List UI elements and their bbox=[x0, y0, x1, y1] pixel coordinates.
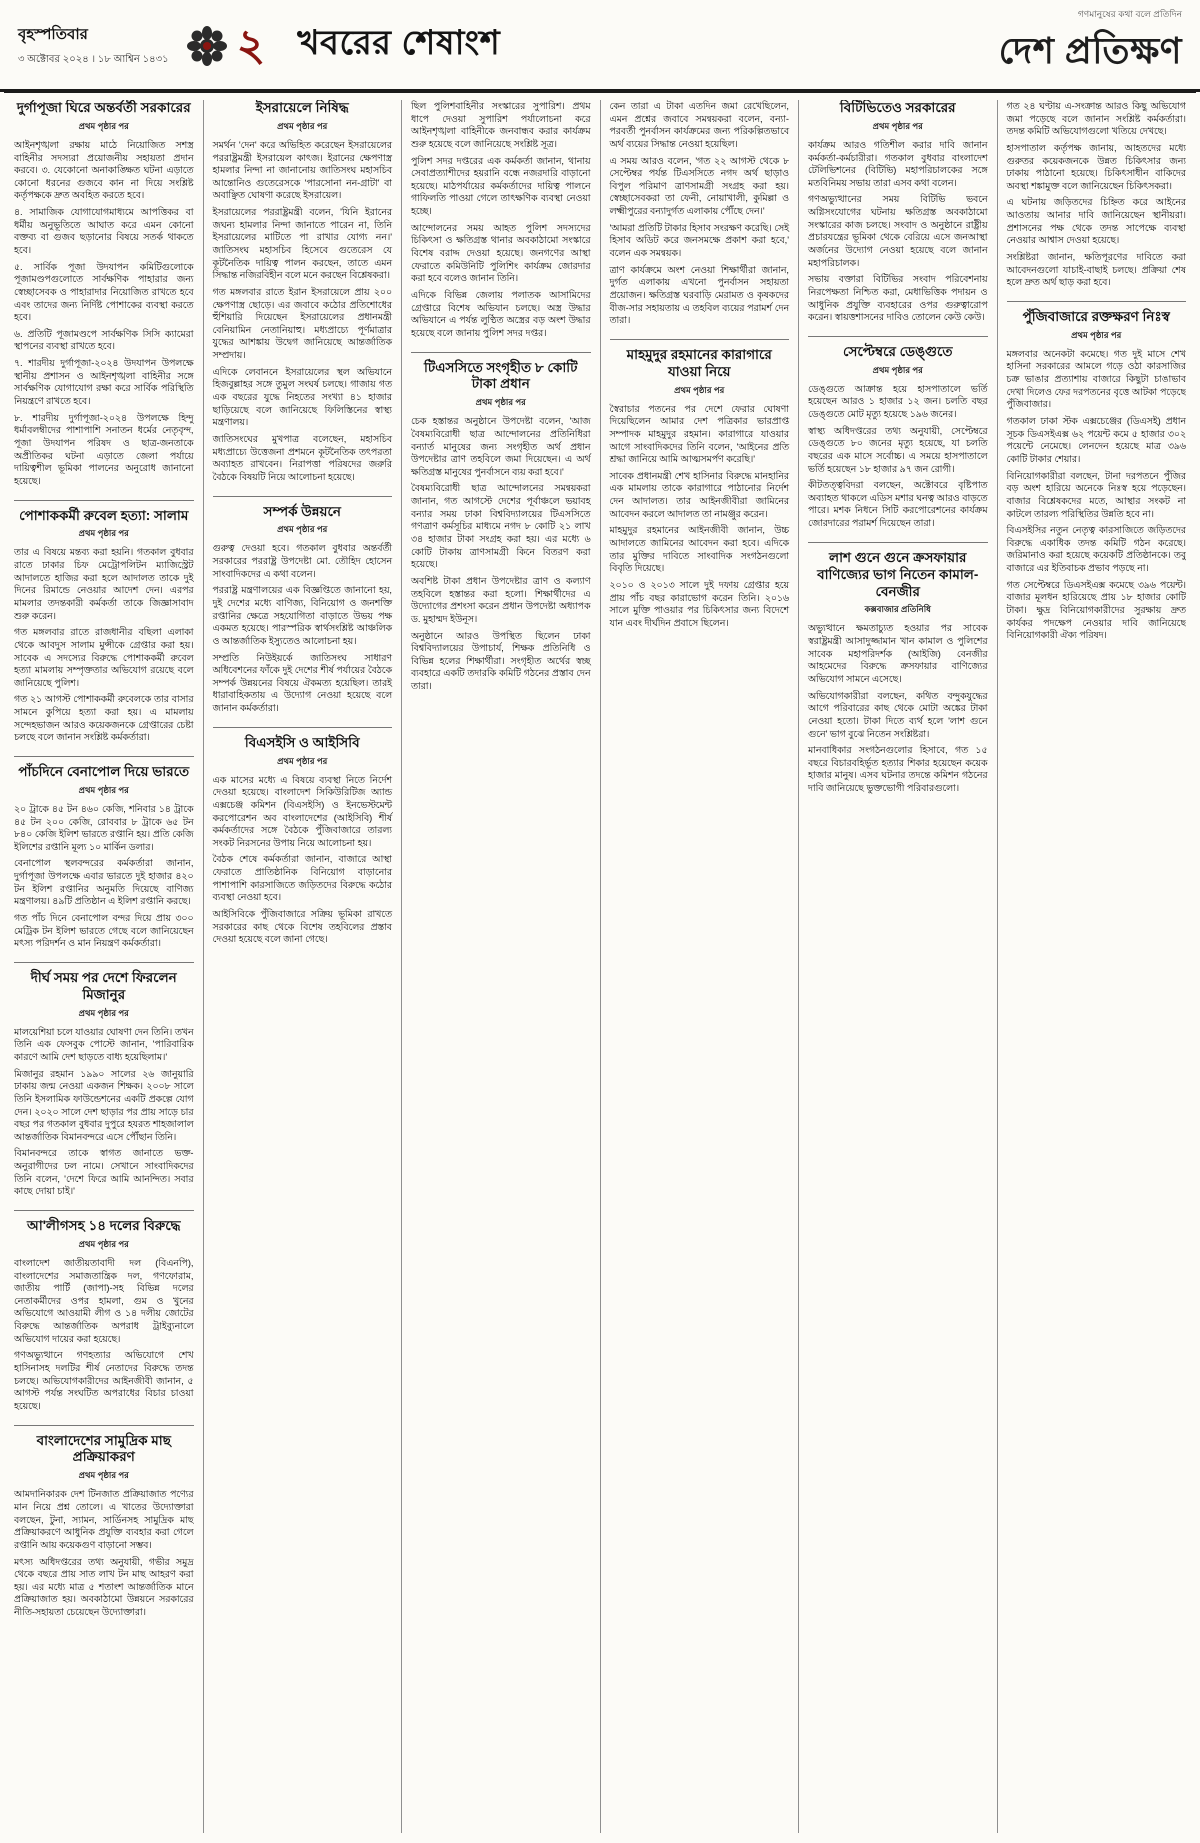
article-paragraph: ত্রাণ কার্যক্রমে অংশ নেওয়া শিক্ষার্থীরা জানান, দুর্গত এলাকায় এখনো পুনর্বাসন সহায়তা প্রয়োজন। ক্ষতিগ্রস্ত ঘরবাড়ি মেরামত ও কৃষকদের বীজ-সার সহায়তায় এ তহবিল ব্যয়ের পরামর্শ দেন তারা। bbox=[609, 264, 789, 326]
article-paragraph: এদিকে লেবাননে ইসরায়েলের স্থল অভিযানে হিজবুল্লাহর সঙ্গে তুমুল সংঘর্ষ চলছে। গাজায় গত এক বছরের যুদ্ধে নিহতের সংখ্যা ৪১ হাজার ছাড়িয়েছে বলে জানিয়েছে ফিলিস্তিনের স্বাস্থ্য মন্ত্রণালয়। bbox=[212, 366, 392, 428]
article-paragraph: ৪. সামাজিক যোগাযোগমাধ্যমে আপত্তিকর বা ধর্মীয় অনুভূতিতে আঘাত করে এমন কোনো বক্তব্য বা গুজব ছড়ানোর বিষয়ে সতর্ক থাকতে হবে। bbox=[14, 207, 194, 255]
article-paragraph: মালয়েশিয়া চলে যাওয়ার ঘোষণা দেন তিনি। তখন তিনি এক ফেসবুক পোস্টে জানান, 'পারিবারিক কারণে আমি দেশ ছাড়তে বাধ্য হয়েছিলাম।' bbox=[14, 1026, 194, 1062]
continued-from-label: প্রথম পৃষ্ঠার পর bbox=[277, 120, 328, 131]
date-line: ৩ অক্টোবর ২০২৪ । ১৮ আশ্বিন ১৪৩১ bbox=[18, 53, 169, 65]
article-headline: টিএসসিতে সংগৃহীত ৮ কোটি টাকা প্রধান bbox=[424, 359, 578, 392]
article bbox=[213, 727, 393, 946]
continued-from-label: প্রথম পৃষ্ঠার পর bbox=[78, 528, 129, 539]
article-paragraph: আইনশৃঙ্খলা রক্ষায় মাঠে নিয়োজিত সশস্ত্র বাহিনীর সদস্যরা প্রয়োজনীয় সহায়তা প্রদান করবে। ৩. যেকোনো অনাকাঙ্ক্ষিত ঘটনা এড়াতে কোনো ধরনের গুজবে কান না দিয়ে সংশ্লিষ্ট কর্তৃপক্ষকে দ্রুত অবহিত করতে হবে। bbox=[14, 139, 194, 201]
continued-from-label: প্রথম পৃষ্ঠার পর bbox=[872, 364, 923, 375]
article-paragraph: বৈষম্যবিরোধী ছাত্র আন্দোলনের সমন্বয়করা জানান, গত আগস্টে দেশের পূর্বাঞ্চলে ভয়াবহ বন্যার সময় ঢাকা বিশ্ববিদ্যালয়ের টিএসসিতে গণত্রাণ কর্মসূচির মাধ্যমে নগদ ৮ কোটি ২১ লাখ ৩৪ হাজার টাকা সংগ্রহ করা হয়। এর মধ্যে ৬ কোটি টাকায় ত্রাণসামগ্রী কিনে বিতরণ করা হয়েছে। bbox=[411, 483, 591, 570]
article bbox=[14, 100, 194, 488]
article-headline: মাহমুদুর রহমানের কারাগারে যাওয়া নিয়ে bbox=[626, 346, 772, 379]
article-paragraph: গত মঙ্গলবার রাতে ইরান ইসরায়েলে প্রায় ২০০ ক্ষেপণাস্ত্র ছোড়ে। এর জবাবে কঠোর প্রতিশোধের হুঁশিয়ারি দিয়েছেন ইসরায়েলের প্রধানমন্ত্রী বেনিয়ামিন নেতানিয়াহু। মধ্যপ্রাচ্যে পূর্ণমাত্রার যুদ্ধের আশঙ্কায় উদ্বেগ জানিয়েছে আন্তর্জাতিক সম্প্রদায়। bbox=[212, 286, 392, 361]
article-paragraph: ২০ ট্রাকে ৪৫ টন ৪৬০ কেজি, শনিবার ১৪ ট্রাকে ৪৫ টন ২০০ কেজি, রোববার ৮ ট্রাকে ৬৫ টন ৮৪০ কেজি ইলিশ ভারতে রপ্তানি হয়। প্রতি কেজি ইলিশের রপ্তানি মূল্য ১০ মার্কিন ডলার। bbox=[14, 803, 194, 852]
article-paragraph: মৎস্য অধিদপ্তরের তথ্য অনুযায়ী, গভীর সমুদ্র থেকে বছরে প্রায় সাত লাখ টন মাছ আহরণ করা হয়। এর মধ্যে মাত্র ৫ শতাংশ আন্তর্জাতিক মানে প্রক্রিয়াজাত হয়। অবকাঠামো উন্নয়নে সরকারের নীতি-সহায়তা চেয়েছেন উদ্যোক্তারা। bbox=[14, 1556, 194, 1618]
article-paragraph: ৭. শারদীয় দুর্গাপূজা-২০২৪ উদযাপন উপলক্ষে স্থানীয় প্রশাসন ও আইনশৃঙ্খলা বাহিনীর সঙ্গে সার্বক্ষণিক যোগাযোগ রক্ষা করে সার্বিক পরিস্থিতি নিয়ন্ত্রণে রাখতে হবে। bbox=[14, 358, 194, 407]
article-paragraph: বাংলাদেশ জাতীয়তাবাদী দল (বিএনপি), বাংলাদেশের সমাজতান্ত্রিক দল, গণফোরাম, জাতীয় পার্টি (জাপা)-সহ বিভিন্ন দলের নেতাকর্মীদের ওপর হামলা, গুম ও খুনের অভিযোগে আওয়ামী লীগ ও ১৪ দলীয় জোটের বিরুদ্ধে আন্তর্জাতিক অপরাধ ট্রাইব্যুনালে অভিযোগ দায়ের করা হয়েছে। bbox=[14, 1257, 194, 1344]
day-date-block bbox=[18, 23, 169, 69]
article bbox=[14, 756, 194, 950]
article-paragraph: এ ঘটনায় জড়িতদের চিহ্নিত করে আইনের আওতায় আনার দাবি জানিয়েছেন স্থানীয়রা। প্রশাসনের পক্ষ থেকে তদন্ত সাপেক্ষে ব্যবস্থা নেওয়ার আশ্বাস দেওয়া হয়েছে। bbox=[1006, 197, 1186, 246]
article-paragraph: ৫. সার্বিক পূজা উদযাপন কমিটিগুলোকে পূজামণ্ডপগুলোতে সার্বক্ষণিক পাহারার জন্য স্বেচ্ছাসেবক ও পাহারাদার নিয়োজিত রাখতে হবে এবং তাদের জন্য নির্দিষ্ট পোশাকের ব্যবস্থা করতে হবে। bbox=[14, 261, 194, 323]
continued-from-label: প্রথম পৃষ্ঠার পর bbox=[475, 397, 526, 408]
article-paragraph: বিনিয়োগকারীরা বলছেন, টানা দরপতনে পুঁজির বড় অংশ হারিয়ে অনেকে নিঃস্ব হয়ে পড়েছেন। বাজার বিশ্লেষকদের মতে, আস্থার সংকট না কাটলে তারল্য পরিস্থিতির উন্নতি হবে না। bbox=[1006, 470, 1186, 519]
article-paragraph: মানবাধিকার সংগঠনগুলোর হিসাবে, গত ১৫ বছরে বিচারবহির্ভূত হত্যার শিকার হয়েছেন কয়েক হাজার মানুষ। এসব ঘটনার তদন্তে কমিশন গঠনের দাবি জানিয়েছে ভুক্তভোগী পরিবারগুলো। bbox=[808, 745, 988, 794]
article-paragraph: সাবেক প্রধানমন্ত্রী শেখ হাসিনার বিরুদ্ধে মানহানির এক মামলায় তাকে কারাগারে পাঠানোর নির্দেশ দেন আদালত। তার আইনজীবীরা জামিনের আবেদন করলে আদালত তা নামঞ্জুর করেন। bbox=[609, 470, 789, 519]
article-headline: ইসরায়েলে নিষিদ্ধ bbox=[255, 100, 349, 115]
page-number-block bbox=[187, 20, 270, 70]
article bbox=[213, 496, 393, 715]
article-paragraph: সম্প্রতি নিউইয়র্কে জাতিসংঘ সাধারণ অধিবেশনের ফাঁকে দুই দেশের শীর্ষ পর্যায়ের বৈঠকে সম্পর্ক উন্নয়নের বিষয়ে ঐকমত্য হয়েছিল। তারই ধারাবাহিকতায় এ উদ্যোগ নেওয়া হয়েছে বলে জানান কর্মকর্তারা। bbox=[212, 652, 392, 714]
article-paragraph: কার্যক্রম আরও গতিশীল করার দাবি জানান কর্মকর্তা-কর্মচারীরা। গতকাল বুধবার বাংলাদেশ টেলিভিশনের (বিটিভি) মহাপরিচালকের সঙ্গে মতবিনিময় সভায় তারা এসব কথা বলেন। bbox=[808, 139, 988, 188]
article-paragraph: আমদানিকারক দেশ টিনজাত প্রক্রিয়াজাত পণ্যের মান নিয়ে প্রশ্ন তোলে। এ খাতের উদ্যোক্তারা বলছেন, টুনা, স্যামন, সার্ডিনসহ সামুদ্রিক মাছ প্রক্রিয়াকরণে আধুনিক প্রযুক্তি ব্যবহার করা গেলে রপ্তানি আয় কয়েকগুণ বাড়ানো সম্ভব। bbox=[14, 1489, 194, 1550]
article-paragraph: গতকাল ঢাকা স্টক এক্সচেঞ্জের (ডিএসই) প্রধান সূচক ডিএসইএক্স ৬২ পয়েন্ট কমে ৫ হাজার ৩০২ পয়েন্টে নেমেছে। লেনদেন হয়েছে মাত্র ৩৯৬ কোটি টাকার শেয়ার। bbox=[1006, 416, 1186, 464]
continued-from-label: প্রথম পৃষ্ঠার পর bbox=[78, 784, 129, 795]
article-headline: দীর্ঘ সময় পর দেশে ফিরলেন মিজানুর bbox=[30, 969, 177, 1002]
article-paragraph: পররাষ্ট্র মন্ত্রণালয়ের এক বিজ্ঞপ্তিতে জানানো হয়, দুই দেশের মধ্যে বাণিজ্য, বিনিয়োগ ও জনশক্তি রপ্তানির ক্ষেত্রে সহযোগিতা বাড়াতে উভয় পক্ষ একমত হয়েছে। পারস্পরিক স্বার্থসংশ্লিষ্ট আঞ্চলিক ও আন্তর্জাতিক ইস্যুতেও আলোচনা হয়। bbox=[212, 585, 392, 646]
article-continuation bbox=[411, 100, 591, 340]
article-paragraph: মাহমুদুর রহমানের আইনজীবী জানান, উচ্চ আদালতে জামিনের আবেদন করা হবে। এদিকে তার মুক্তির দাবিতে সাংবাদিক সংগঠনগুলো বিবৃতি দিয়েছে। bbox=[609, 525, 789, 574]
article-headline: বিএসইসি ও আইসিবি bbox=[244, 734, 360, 750]
page-header bbox=[0, 0, 1200, 92]
article-headline: বিটিভিতেও সরকারের bbox=[839, 100, 956, 115]
article-paragraph: চেক হস্তান্তর অনুষ্ঠানে উপদেষ্টা বলেন, 'আজ বৈষম্যবিরোধী ছাত্র আন্দোলনের প্রতিনিধিরা বন্যার্ত মানুষের জন্য সংগৃহীত অর্থ প্রধান উপদেষ্টার ত্রাণ তহবিলে জমা দিয়েছেন। এ অর্থ ক্ষতিগ্রস্ত মানুষের পুনর্বাসনে ব্যয় করা হবে।' bbox=[411, 416, 591, 477]
article bbox=[1007, 301, 1187, 642]
section-title: খবরের শেষাংশ bbox=[297, 24, 501, 62]
article-paragraph: হাসপাতাল কর্তৃপক্ষ জানায়, আহতদের মধ্যে গুরুতর কয়েকজনকে উন্নত চিকিৎসার জন্য ঢাকায় পাঠানো হয়েছে। চিকিৎসাধীন বাকিদের অবস্থা শঙ্কামুক্ত বলে জানিয়েছেন চিকিৎসকরা। bbox=[1006, 142, 1186, 191]
continued-from-label: প্রথম পৃষ্ঠার পর bbox=[277, 524, 328, 535]
article-paragraph: গত ২১ আগস্ট পোশাককর্মী রুবেলকে তার বাসার সামনে কুপিয়ে হত্যা করা হয়। এ মামলায় সন্দেহভাজন আরও কয়েকজনকে গ্রেপ্তারের চেষ্টা চলছে বলে জানান সংশ্লিষ্ট কর্মকর্তারা। bbox=[14, 694, 194, 743]
continued-from-label: প্রথম পৃষ্ঠার পর bbox=[872, 120, 923, 131]
article-paragraph: সংশ্লিষ্টরা জানান, ক্ষতিপূরণের দাবিতে করা আবেদনগুলো যাচাই-বাছাই চলছে। প্রক্রিয়া শেষ হলে দ্রুত অর্থ ছাড় করা হবে। bbox=[1006, 252, 1186, 288]
article-paragraph: গণঅভ্যুত্থানের সময় বিটিভি ভবনে অগ্নিসংযোগের ঘটনায় ক্ষতিগ্রস্ত অবকাঠামো সংস্কারের কাজ চলছে। সংবাদ ও অনুষ্ঠানে রাষ্ট্রীয় প্রচারযন্ত্রের ভূমিকা থেকে বেরিয়ে এসে জনআস্থা অর্জনের উদ্যোগ নেওয়া হয়েছে বলে জানান মহাপরিচালক। bbox=[808, 194, 988, 268]
paper-name: দেশ প্রতিক্ষণ bbox=[998, 30, 1182, 71]
article-headline: বাংলাদেশের সামুদ্রিক মাছ প্রক্রিয়াকরণ bbox=[36, 1432, 171, 1465]
article-paragraph: কেন তারা এ টাকা এতদিন জমা রেখেছিলেন, এমন প্রশ্নের জবাবে সমন্বয়করা বলেন, বন্যা-পরবর্তী পুনর্বাসন কার্যক্রমের জন্য পরিকল্পিতভাবে অর্থ ব্যয়ের সিদ্ধান্ত নেওয়া হয়েছিল। bbox=[609, 101, 789, 149]
article bbox=[14, 1210, 194, 1413]
article-paragraph: গত পাঁচ দিনে বেনাপোল বন্দর দিয়ে প্রায় ৩০০ মেট্রিক টন ইলিশ ভারতে গেছে বলে জানিয়েছেন মৎস্য পরিদর্শন ও মান নিয়ন্ত্রণ কর্মকর্তারা। bbox=[14, 913, 194, 949]
article-headline: সম্পর্ক উন্নয়নে bbox=[263, 503, 341, 519]
article bbox=[14, 1425, 194, 1619]
article-paragraph: মঙ্গলবার অনেকটা কমেছে। গত দুই মাসে শেখ হাসিনা সরকারের আমলে গড়ে ওঠা কারসাজির চক্র ভাঙার প্রত্যাশায় বাজারে কিছুটা চাঙাভাব দেখা দিলেও ফের দরপতনের বৃত্তে আটকা পড়েছে পুঁজিবাজার। bbox=[1006, 348, 1186, 410]
article-paragraph: ৬. প্রতিটি পূজামণ্ডপে সার্বক্ষণিক সিসি ক্যামেরা স্থাপনের ব্যবস্থা রাখতে হবে। bbox=[14, 328, 194, 352]
continued-from-label: প্রথম পৃষ্ঠার পর bbox=[78, 120, 129, 131]
article-paragraph: অবশিষ্ট টাকা প্রধান উপদেষ্টার ত্রাণ ও কল্যাণ তহবিলে হস্তান্তর করা হলো। শিক্ষার্থীদের এ উদ্যোগের প্রশংসা করেন প্রধান উপদেষ্টা অধ্যাপক ড. মুহাম্মদ ইউনূস। bbox=[411, 575, 591, 624]
article-paragraph: বেনাপোল স্থলবন্দরের কর্মকর্তারা জানান, দুর্গাপূজা উপলক্ষে এবার ভারতে দুই হাজার ৪২০ টন ইলিশ রপ্তানির অনুমতি দিয়েছে বাণিজ্য মন্ত্রণালয়। ৪৯টি প্রতিষ্ঠান এ ইলিশ রপ্তানি করছে। bbox=[14, 858, 194, 907]
article-paragraph: বিমানবন্দরে তাকে স্বাগত জানাতে ভক্ত-অনুরাগীদের ঢল নামে। সেখানে সাংবাদিকদের তিনি বলেন, 'দেশে ফিরে আমি আনন্দিত। সবার কাছে দোয়া চাই।' bbox=[14, 1148, 194, 1197]
news-column-6 bbox=[997, 100, 1187, 1833]
article-paragraph: জাতিসংঘের মুখপাত্র বলেছেন, মহাসচিব মধ্যপ্রাচ্যে উত্তেজনা প্রশমনে কূটনৈতিক তৎপরতা অব্যাহত রাখবেন। নিরাপত্তা পরিষদের জরুরি বৈঠকে বিষয়টি নিয়ে আলোচনা হয়েছে। bbox=[212, 433, 392, 482]
news-column-2 bbox=[203, 100, 402, 1833]
article-paragraph: বিএসইসির নতুন নেতৃত্ব কারসাজিতে জড়িতদের বিরুদ্ধে একাধিক তদন্ত কমিটি গঠন করেছে। জরিমানাও করা হয়েছে কয়েকটি প্রতিষ্ঠানকে। তবু বাজারে এর ইতিবাচক প্রভাব পড়ছে না। bbox=[1006, 525, 1186, 574]
article bbox=[213, 100, 393, 484]
article-paragraph: অভিযোগকারীরা বলছেন, কথিত বন্দুকযুদ্ধের আগে পরিবারের কাছ থেকে মোটা অঙ্কের টাকা নেওয়া হতো। টাকা দিতে ব্যর্থ হলে 'লাশ গুনে গুনে' ভাগ বুঝে নিতেন সংশ্লিষ্টরা। bbox=[808, 690, 988, 739]
article bbox=[610, 339, 790, 630]
paper-tagline: গণমানুষের কথা বলে প্রতিদিন bbox=[1077, 9, 1182, 19]
article-headline: পুঁজিবাজারে রক্তক্ষরণ নিঃস্ব bbox=[1022, 308, 1170, 324]
article-paragraph: ৮. শারদীয় দুর্গাপূজা-২০২৪ উপলক্ষে হিন্দু ধর্মাবলম্বীদের পাশাপাশি সনাতন ধর্মের নেতৃবৃন্দ, পূজা উদযাপন পরিষদ ও ছাত্র-জনতাকে অপ্রীতিকর ঘটনা এড়াতে জেলা পর্যায়ে দায়িত্বশীল ভূমিকা পালনের অনুরোধ জানানো হয়েছে। bbox=[14, 412, 194, 486]
article-headline: দুর্গাপূজা ঘিরে অন্তর্বর্তী সরকারের bbox=[16, 100, 191, 115]
news-column-5 bbox=[798, 100, 997, 1833]
article-headline: পাঁচদিনে বেনাপোল দিয়ে ভারতে bbox=[18, 764, 190, 780]
article-paragraph: আন্দোলনের সময় আহত পুলিশ সদস্যদের চিকিৎসা ও ক্ষতিগ্রস্ত থানার অবকাঠামো সংস্কারে বিশেষ বরাদ্দ দেওয়া হয়েছে। জনগণের আস্থা ফেরাতে কমিউনিটি পুলিশিং কার্যক্রম জোরদার করা হবে বলেও জানান তিনি। bbox=[411, 222, 591, 284]
article bbox=[411, 352, 591, 693]
article-paragraph: স্বৈরাচার পতনের পর দেশে ফেরার ঘোষণা দিয়েছিলেন আমার দেশ পত্রিকার ভারপ্রাপ্ত সম্পাদক মাহমুদুর রহমান। কারাগারে যাওয়ার আগে সাংবাদিকদের তিনি বলেন, 'আইনের প্রতি শ্রদ্ধা জানিয়ে আমি আত্মসমর্পণ করেছি।' bbox=[609, 403, 789, 465]
article-headline: পোশাককর্মী রুবেল হত্যা: সালাম bbox=[19, 507, 189, 523]
article-byline: কক্সবাজার প্রতিনিধি bbox=[864, 604, 931, 615]
continued-from-label: প্রথম পৃষ্ঠার পর bbox=[78, 1007, 129, 1018]
article-paragraph: এ সময় আরও বলেন, 'গত ২২ আগস্ট থেকে ৮ সেপ্টেম্বর পর্যন্ত টিএসসিতে নগদ অর্থ ছাড়াও বিপুল পরিমাণ ত্রাণসামগ্রী সংগ্রহ করা হয়। স্বেচ্ছাসেবকরা তা ফেনী, নোয়াখালী, কুমিল্লা ও লক্ষ্মীপুরের বন্যাদুর্গত এলাকায় পৌঁছে দেন।' bbox=[609, 155, 789, 217]
article-paragraph: স্বাস্থ্য অধিদপ্তরের তথ্য অনুযায়ী, সেপ্টেম্বরে ডেঙ্গুতে ৮০ জনের মৃত্যু হয়েছে, যা চলতি বছরের এক মাসে সর্বোচ্চ। এ সময়ে হাসপাতালে ভর্তি হয়েছেন ১৮ হাজার ৯৭ জন রোগী। bbox=[808, 425, 988, 474]
continued-from-label: প্রথম পৃষ্ঠার পর bbox=[78, 1238, 129, 1249]
page-number: ২ bbox=[236, 20, 266, 70]
article-paragraph: কীটতত্ত্ববিদরা বলছেন, অক্টোবরে বৃষ্টিপাত অব্যাহত থাকলে এডিস মশার ঘনত্ব আরও বাড়তে পারে। মশক নিধনে সিটি করপোরেশনের কার্যক্রম জোরদারের পরামর্শ দিয়েছেন তারা। bbox=[808, 480, 988, 529]
masthead bbox=[999, 7, 1182, 84]
article-paragraph: বৈঠক শেষে কর্মকর্তারা জানান, বাজারে আস্থা ফেরাতে প্রাতিষ্ঠানিক বিনিয়োগ বাড়ানোর পাশাপাশি কারসাজিতে জড়িতদের বিরুদ্ধে কঠোর ব্যবস্থা নেওয়া হবে। bbox=[212, 854, 392, 903]
article-paragraph: গুরুত্ব দেওয়া হবে। গতকাল বুধবার অন্তর্বর্তী সরকারের পররাষ্ট্র উপদেষ্টা মো. তৌহিদ হোসেন সাংবাদিকদের এ কথা বলেন। bbox=[212, 543, 392, 579]
article bbox=[14, 962, 194, 1198]
article-paragraph: সভায় বক্তারা বিটিভির সংবাদ পরিবেশনায় নিরপেক্ষতা নিশ্চিত করা, মেধাভিত্তিক পদায়ন ও আধুনিক প্রযুক্তি ব্যবহারের ওপর গুরুত্বারোপ করেন। স্বায়ত্তশাসনের দাবিও তোলেন কেউ কেউ। bbox=[808, 274, 988, 323]
article-paragraph: গত ২৪ ঘণ্টায় এ-সংক্রান্ত আরও কিছু অভিযোগ জমা পড়েছে বলে জানান সংশ্লিষ্ট কর্মকর্তারা। তদন্ত কমিটি অভিযোগগুলো খতিয়ে দেখছে। bbox=[1006, 101, 1186, 137]
article bbox=[14, 500, 194, 744]
news-column-1 bbox=[14, 100, 203, 1833]
article-paragraph: এক মাসের মধ্যে এ বিষয়ে ব্যবস্থা নিতে নির্দেশ দেওয়া হয়েছে। বাংলাদেশ সিকিউরিটিজ অ্যান্ড এক্সচেঞ্জ কমিশন (বিএসইসি) ও ইনভেস্টমেন্ট করপোরেশন অব বাংলাদেশের (আইসিবি) শীর্ষ কর্মকর্তাদের সঙ্গে বৈঠকে পুঁজিবাজারে তারল্য সংকট নিরসনের উপায় নিয়ে আলোচনা হয়। bbox=[212, 774, 392, 848]
article-paragraph: আইসিবিকে পুঁজিবাজারে সক্রিয় ভূমিকা রাখতে সরকারের কাছ থেকে বিশেষ তহবিলের প্রস্তাব দেওয়া হয়েছে বলে জানা গেছে। bbox=[212, 909, 392, 945]
article-paragraph: মিজানুর রহমান ১৯৯০ সালের ২৬ জানুয়ারি ঢাকায় জন্ম নেওয়া একজন শিক্ষক। ২০০৮ সালে তিনি ইসলামিক ফাউন্ডেশনের একটি প্রকল্পে যোগ দেন। ২০২০ সালে দেশ ছাড়ার পর প্রায় সাড়ে চার বছর পর গতকাল বুধবার দুপুরে হযরত শাহজালাল আন্তর্জাতিক বিমানবন্দরে এসে পৌঁছান তিনি। bbox=[14, 1068, 194, 1142]
article-paragraph: ছিল পুলিশবাহিনীর সংস্কারের সুপারিশ। প্রথম ধাপে দেওয়া সুপারিশ পর্যালোচনা করে আইনশৃঙ্খলা বাহিনীকে জনবান্ধব করার কার্যক্রম শুরু হয়েছে বলে জানিয়েছে সংশ্লিষ্ট সূত্র। bbox=[411, 101, 591, 149]
article-continuation bbox=[1007, 100, 1187, 289]
article-paragraph: 'আমরা প্রতিটি টাকার হিসাব সংরক্ষণ করেছি। সেই হিসাব অডিট করে জনসমক্ষে প্রকাশ করা হবে,' বলেন এক সমন্বয়ক। bbox=[609, 222, 789, 259]
article-paragraph: গণঅভ্যুত্থানে গণহত্যার অভিযোগে শেখ হাসিনাসহ দলটির শীর্ষ নেতাদের বিরুদ্ধে তদন্ত চলছে। অভিযোগকারীদের আইনজীবী জানান, ৫ আগস্ট পর্যন্ত সংঘটিত অপরাধের বিচার চাওয়া হয়েছে। bbox=[14, 1350, 194, 1411]
article-paragraph: ইসরায়েলের পররাষ্ট্রমন্ত্রী বলেন, 'যিনি ইরানের জঘন্য হামলার নিন্দা জানাতে পারেন না, তিনি ইসরায়েলের মাটিতে পা রাখার যোগ্য নন।' জাতিসংঘ মহাসচিব হিসেবে গুতেরেস যে কূটনৈতিক দায়িত্ব পালন করছেন, তাতে এমন সিদ্ধান্ত নজিরবিহীন বলে মনে করছেন বিশ্লেষকরা। bbox=[212, 207, 392, 281]
article-paragraph: গত সেপ্টেম্বরে ডিএসইএক্স কমেছে ৩৯৬ পয়েন্ট। বাজার মূলধন হারিয়েছে প্রায় ১৮ হাজার কোটি টাকা। ক্ষুদ্র বিনিয়োগকারীদের সুরক্ষায় দ্রুত কার্যকর পদক্ষেপ নেওয়ার দাবি জানিয়েছে বিনিয়োগকারী ঐক্য পরিষদ। bbox=[1006, 579, 1186, 641]
article-paragraph: গত মঙ্গলবার রাতে রাজধানীর বছিলা এলাকা থেকে আবদুস সালাম মুন্সীকে গ্রেপ্তার করা হয়। সাবেক এ সদস্যের বিরুদ্ধে পোশাককর্মী রুবেল হত্যা মামলায় সম্পৃক্ততার অভিযোগ রয়েছে বলে জানিয়েছে পুলিশ। bbox=[14, 627, 194, 688]
article bbox=[808, 542, 988, 795]
article bbox=[808, 100, 988, 324]
article bbox=[808, 336, 988, 530]
news-column-3 bbox=[401, 100, 600, 1833]
article-headline: সেপ্টেম্বরে ডেঙ্গুতে bbox=[842, 343, 953, 359]
article-paragraph: ২০১০ ও ২০১৩ সালে দুই দফায় গ্রেপ্তার হয়ে প্রায় পাঁচ বছর কারাভোগ করেন তিনি। ২০১৬ সালে মুক্তি পাওয়ার পর চিকিৎসার জন্য বিদেশে যান এবং দীর্ঘদিন প্রবাসে ছিলেন। bbox=[609, 579, 789, 628]
paper-emblem-icon bbox=[187, 26, 227, 66]
article-headline: লাশ গুনে গুনে ক্রসফায়ার বাণিজ্যের ভাগ নিতেন কামাল-বেনজীর bbox=[817, 549, 979, 599]
news-column-4 bbox=[600, 100, 799, 1833]
article-paragraph: তার এ বিষয়ে মন্তব্য করা হয়নি। গতকাল বুধবার রাতে ঢাকার চিফ মেট্রোপলিটন ম্যাজিস্ট্রেট আদালতে হাজির করা হলে আদালত তাকে দুই দিনের রিমান্ডে নেওয়ার আদেশ দেন। এরপর মামলার তদন্তকারী কর্মকর্তা তাকে জিজ্ঞাসাবাদ শুরু করেন। bbox=[14, 547, 194, 621]
article-headline: আ'লীগসহ ১৪ দলের বিরুদ্ধে bbox=[26, 1218, 181, 1234]
article-paragraph: অনুষ্ঠানে আরও উপস্থিত ছিলেন ঢাকা বিশ্ববিদ্যালয়ের উপাচার্য, শিক্ষক প্রতিনিধি ও বিভিন্ন হলের শিক্ষার্থীরা। সংগৃহীত অর্থের স্বচ্ছ ব্যবহারে একটি তদারকি কমিটি গঠনের প্রস্তাব দেন তারা। bbox=[411, 630, 591, 692]
article-paragraph: পুলিশ সদর দপ্তরের এক কর্মকর্তা জানান, থানায় সেবাপ্রত্যাশীদের হয়রানি বন্ধে নজরদারি বাড়ানো হয়েছে। মাঠপর্যায়ের কর্মকর্তাদের দায়িত্ব পালনে গাফিলতি পাওয়া গেলে তাৎক্ষণিক ব্যবস্থা নেওয়া হচ্ছে। bbox=[411, 155, 591, 217]
news-columns bbox=[0, 92, 1200, 1843]
continued-from-label: প্রথম পৃষ্ঠার পর bbox=[674, 384, 725, 395]
article-continuation bbox=[610, 100, 790, 327]
continued-from-label: প্রথম পৃষ্ঠার পর bbox=[1071, 329, 1122, 340]
article-paragraph: অভ্যুত্থানে ক্ষমতাচ্যুত হওয়ার পর সাবেক স্বরাষ্ট্রমন্ত্রী আসাদুজ্জামান খান কামাল ও পুলিশের সাবেক মহাপরিদর্শক (আইজি) বেনজীর আহমেদের বিরুদ্ধে ক্রসফায়ার বাণিজ্যের অভিযোগ সামনে এসেছে। bbox=[808, 623, 988, 684]
continued-from-label: প্রথম পৃষ্ঠার পর bbox=[277, 755, 328, 766]
weekday-label: বৃহস্পতিবার bbox=[18, 25, 88, 43]
article-paragraph: ডেঙ্গুতে আক্রান্ত হয়ে হাসপাতালে ভর্তি হয়েছেন আরও ১ হাজার ১২ জন। চলতি বছর ডেঙ্গুতে মোট মৃত্যু হয়েছে ১৯৬ জনের। bbox=[808, 383, 988, 419]
article-paragraph: সমর্থন 'দেন' করে অভিহিত করেছেন ইসরায়েলের পররাষ্ট্রমন্ত্রী ইসরায়েল কাৎজ। ইরানের ক্ষেপণাস্ত্র হামলার নিন্দা না জানানোয় জাতিসংঘ মহাসচিব আন্তোনিও গুতেরেসকে 'পারসোনা নন-গ্রাটা' বা অবাঞ্ছিত ঘোষণা করেছে ইসরায়েল। bbox=[212, 139, 392, 201]
article-paragraph: এদিকে বিভিন্ন জেলায় পলাতক আসামিদের গ্রেপ্তারে বিশেষ অভিযান চলছে। অস্ত্র উদ্ধার অভিযানে এ পর্যন্ত লুণ্ঠিত অস্ত্রের বড় অংশ উদ্ধার হয়েছে বলে জানায় পুলিশ সদর দপ্তর। bbox=[411, 289, 591, 338]
continued-from-label: প্রথম পৃষ্ঠার পর bbox=[78, 1470, 129, 1481]
